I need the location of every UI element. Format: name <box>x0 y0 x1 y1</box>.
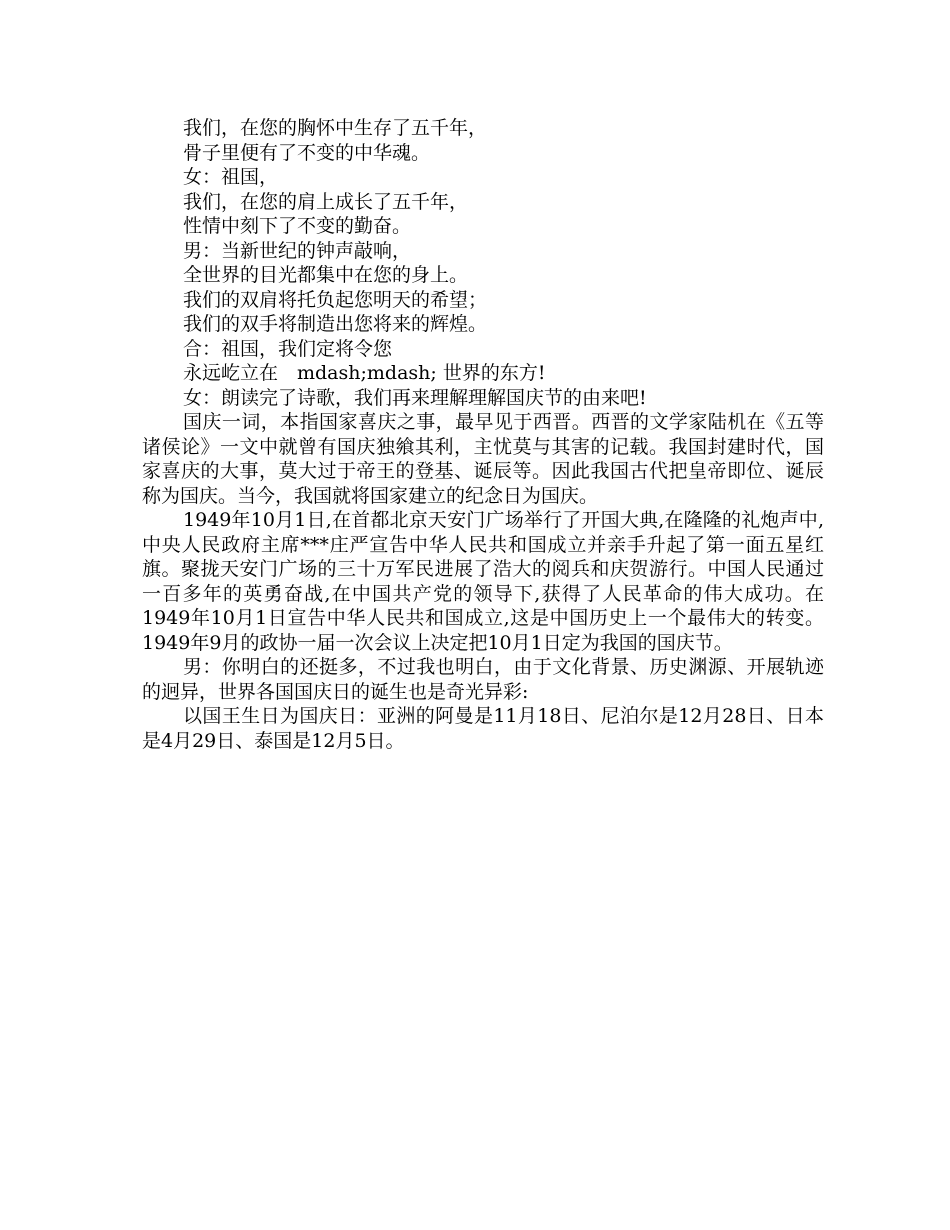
document-page <box>142 116 824 753</box>
poem-line: 全世界的目光都集中在您的身上。 <box>183 264 469 286</box>
paragraph-founding-ceremony: 1949年10月1日,在首都北京天安门广场举行了开国大典,在隆隆的礼炮声中,中央人民政府主席***庄严宣告中华人民共和国成立并亲手升起了第一面五星红旗。聚拢天安门广场的三十万军民进展了浩大的阅兵和庆贺游行。中国人民通过一百多年的英勇奋战,在中国共产党的领导下,获得了人民革命的伟大成功。在1949年10月1日宣告中华人民共和国成立,这是中国历史上一个最伟大的转变。1949年9月的政协一届一次会议上决定把10月1日定为我国的国庆节。 <box>142 509 824 654</box>
paragraph-world-national-days: 男：你明白的还挺多，不过我也明白，由于文化背景、历史渊源、开展轨迹的迥异，世界各国国庆日的诞生也是奇光异彩: <box>142 656 824 703</box>
poem-line: 性情中刻下了不变的勤奋。 <box>183 215 412 237</box>
poem-line: 女：祖国， <box>183 166 279 188</box>
poem-line: 我们的双肩将托负起您明天的希望； <box>183 288 488 311</box>
poem-line: 我们的双手将制造出您将来的辉煌。 <box>183 313 488 335</box>
poem-line: 我们，在您的胸怀中生存了五千年， <box>183 117 488 139</box>
poem-line: 我们，在您的肩上成长了五千年， <box>183 190 469 213</box>
paragraph-king-birthday-days: 以国王生日为国庆日：亚洲的阿曼是11月18日、尼泊尔是12月28日、日本是4月29日、泰国是12月5日。 <box>142 705 824 752</box>
paragraph-national-day-origin: 国庆一词，本指国家喜庆之事，最早见于西晋。西晋的文学家陆机在《五等诸侯论》一文中就曾有国庆独飨其利，主忧莫与其害的记载。我国封建时代，国家喜庆的大事，莫大过于帝王的登基、诞辰等。因此我国古代把皇帝即位、诞辰称为国庆。当今，我国就将国家建立的纪念日为国庆。 <box>142 411 824 507</box>
poem-line: 骨子里便有了不变的中华魂。 <box>183 141 431 164</box>
poem-line: 合：祖国，我们定将令您 <box>183 337 393 360</box>
poem-line: 永远屹立在 mdash;mdash; 世界的东方! <box>183 362 546 384</box>
poem-line: 男：当新世纪的钟声敲响， <box>183 239 412 262</box>
poem-line: 女：朗读完了诗歌，我们再来理解理解国庆节的由来吧! <box>183 386 647 409</box>
